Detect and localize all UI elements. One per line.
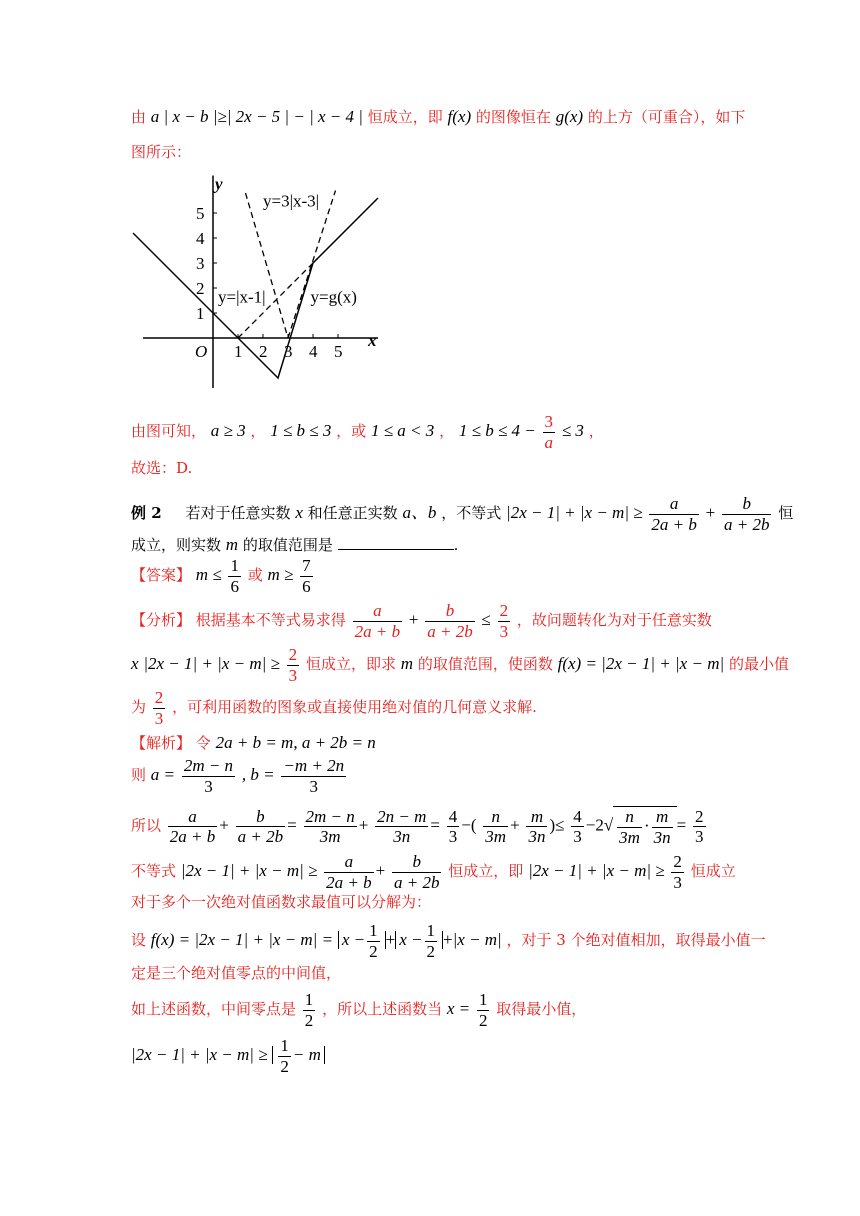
- frac: [617, 807, 642, 847]
- sol-l7: 定是三个绝对值零点的中间值，: [131, 964, 342, 982]
- ex-heng: 恒: [778, 504, 794, 523]
- frac-num: 7: [302, 556, 311, 575]
- fraction-3-over-a: [543, 412, 556, 452]
- frac-den: 6: [230, 576, 239, 596]
- frac-b: [722, 494, 771, 534]
- example2-line-2: [131, 536, 458, 553]
- x-tick-label: 5: [334, 342, 343, 361]
- an-l2-t1: 恒成立，即求: [305, 655, 396, 674]
- sol-l4-expr2: |2x − 1| + |x − m| ≥: [528, 861, 665, 881]
- frac: [477, 990, 490, 1030]
- frac: [392, 852, 441, 892]
- frac-den: 2a + b: [326, 872, 372, 892]
- frac-num: 4: [573, 806, 582, 826]
- function-graph: [128, 175, 388, 395]
- ex-x: x: [295, 503, 303, 523]
- frac-den: 3: [309, 776, 318, 796]
- frac-den: 6: [302, 576, 311, 596]
- sol-two: 2: [595, 815, 604, 835]
- frac: [303, 990, 316, 1030]
- frac-b-value: [281, 756, 346, 796]
- y-tick-label: 2: [196, 279, 205, 298]
- frac-num: −m + 2n: [283, 756, 345, 775]
- y-tick-label: 3: [196, 254, 205, 273]
- intro-suffix: 的上方（可重合），如下: [587, 108, 746, 126]
- frac-den: 3m: [619, 827, 640, 847]
- an-t2: ，故问题转化为对于任意实数: [516, 611, 712, 630]
- frac-num: 1: [304, 990, 314, 1009]
- plus-sign: +: [408, 610, 419, 630]
- frac-den: 3m: [485, 827, 507, 847]
- an-expr: |2x − 1| + |x − m| ≥: [143, 654, 280, 674]
- x-tick-label: 2: [259, 342, 268, 361]
- analysis-label: 【分析】: [131, 611, 192, 630]
- frac-den: 3: [448, 827, 458, 847]
- frac-den: 3: [288, 665, 298, 685]
- frac-num: 1: [478, 990, 488, 1009]
- frac-den: a + 2b: [724, 514, 770, 534]
- ans-m1: m ≤: [195, 565, 222, 585]
- frac-num: b: [392, 852, 441, 873]
- solution-line-7: [131, 966, 341, 981]
- sol-l2-t: 则: [131, 766, 147, 785]
- frac-den: 3n: [528, 827, 546, 847]
- label-3abs: y=3|x-3|: [263, 191, 320, 211]
- frac-den: 2a + b: [354, 621, 401, 641]
- frac-num: b: [722, 494, 771, 515]
- three-abs-left: [246, 193, 289, 338]
- frac-den: a: [544, 432, 554, 452]
- frac: [693, 807, 706, 847]
- intro-line-2-text: 图所示：: [131, 143, 192, 161]
- frac-b: [425, 601, 474, 641]
- ex-text-3: ，不等式: [441, 504, 502, 523]
- solution-line-4: 不等式 |2x − 1| + |x − m| ≥ $\frac{a}{2a + b}$ + $\frac{b}{a + 2b}$ 恒成立，即 |2x − 1| + |x − m| ≥ $\frac{2}{3}$ 恒成立: [131, 852, 736, 892]
- frac: [425, 921, 438, 961]
- ans-m2: m ≥: [267, 565, 294, 585]
- frac-num: 2n − m: [377, 806, 427, 826]
- frac-den: 2: [369, 941, 378, 961]
- choice-line: [131, 461, 192, 476]
- frac-den: 3: [154, 708, 164, 728]
- sep-3: ，: [439, 422, 455, 441]
- frac-a-value: [182, 756, 235, 796]
- frac-den: 2: [304, 1010, 314, 1030]
- sol-l6-t2: ，对于 3 个绝对值相加，取得最小值一: [506, 931, 766, 950]
- example2-line-1: [131, 494, 793, 534]
- frac: [168, 807, 217, 847]
- frac: [483, 807, 508, 847]
- frac-den: 2: [478, 1010, 488, 1030]
- frac-den: 2: [426, 941, 435, 961]
- frac-1-6: [228, 556, 241, 596]
- intro-f: f(x): [447, 107, 472, 126]
- solution-line-8: [131, 990, 586, 1030]
- label-g: y=g(x): [310, 287, 357, 307]
- frac: [367, 921, 380, 961]
- an-x: x: [131, 654, 139, 674]
- frac-num: 2: [499, 601, 509, 620]
- intro-line-1: [131, 108, 745, 125]
- frac-num: 2m − n: [183, 756, 234, 775]
- an-function: f(x) = |2x − 1| + |x − m|: [557, 654, 725, 674]
- x-axis-label: x: [368, 331, 377, 350]
- y-axis-label: y: [215, 175, 223, 194]
- frac: [236, 807, 285, 847]
- intro-mid2: 的图像恒在: [475, 108, 551, 126]
- sol-l8-t1: 如上述函数，中间零点是: [131, 1000, 297, 1019]
- frac-num: a: [353, 601, 402, 622]
- frac-num: a: [649, 494, 698, 515]
- frac: [447, 807, 460, 847]
- frac: [526, 807, 547, 847]
- solution-line-2: [131, 756, 348, 796]
- frac: [278, 1036, 291, 1076]
- frac-den: 2a + b: [651, 514, 697, 534]
- frac-den: 3: [695, 827, 704, 847]
- an-m: m: [400, 654, 414, 674]
- frac: [652, 807, 673, 847]
- x-tick-label: 3: [284, 342, 293, 361]
- intro-g: g(x): [555, 107, 584, 126]
- condition-1: a ≥ 3: [210, 421, 246, 441]
- frac: [571, 807, 584, 847]
- condition-4a: 1 ≤ b ≤ 4 −: [458, 421, 536, 441]
- analysis-line-1: [131, 601, 712, 641]
- frac-num: 1: [280, 1036, 289, 1055]
- frac-den: 3n: [393, 827, 411, 847]
- sol-l9-expr: |2x − 1| + |x − m| ≥: [131, 1045, 268, 1065]
- intro-line-2: [131, 145, 191, 160]
- frac-num: m: [526, 807, 547, 828]
- sol-l1-t: 令: [195, 734, 211, 752]
- sol-l3-t: 所以: [131, 816, 162, 835]
- frac-den: 2a + b: [169, 827, 216, 847]
- sol-l8-x: x =: [446, 999, 471, 1019]
- frac-num: 2: [695, 806, 704, 826]
- frac: [324, 852, 373, 892]
- condition-4b: ≤ 3: [561, 421, 584, 441]
- ans-or: 或: [247, 566, 263, 585]
- solution-line-3: 所以 $\frac{a}{2a + b}$ + $\frac{b}{a + 2b}$ = $\frac{2m - n}{3m}$ + $\frac{2n - m}{3n}$ = $\frac{4}{3}$ −( $\frac{n}{3m}$ + $\frac{m}{3n}$ )≤ $\frac{4}{3}$ −2√ $\frac{n}{3m}$ · $\frac{m}{3n}$ = $\frac{2}{3}$: [131, 806, 704, 847]
- sol-l4-t1: 不等式: [131, 862, 177, 881]
- an-l2-t2: 的取值范围，使函数: [417, 655, 553, 674]
- frac: [671, 852, 684, 892]
- frac-num: 1: [369, 921, 378, 940]
- answer-line: [131, 556, 315, 596]
- frac-den: 3: [204, 776, 213, 796]
- an-l2-t3: 的最小值: [728, 655, 789, 674]
- solution-line-5: [131, 895, 431, 910]
- frac-num: 2: [673, 852, 682, 871]
- frac-num: 2m − n: [305, 806, 355, 826]
- frac-7-6: [300, 556, 313, 596]
- condition-2: 1 ≤ b ≤ 3: [270, 421, 332, 441]
- origin-label: O: [195, 342, 208, 361]
- frac-den: 3: [573, 827, 582, 847]
- ex-period: .: [453, 536, 459, 554]
- frac-num: 2: [154, 688, 164, 707]
- condition-3: 1 ≤ a < 3: [370, 421, 435, 441]
- frac-num: 2: [288, 645, 298, 664]
- frac-num: 1: [426, 921, 435, 940]
- frac-den: 2: [280, 1056, 289, 1076]
- sep-2: ，或: [336, 422, 367, 441]
- sol-l6-t1: 设: [131, 931, 147, 950]
- frac-num: 4: [448, 806, 458, 826]
- ex-text-1: 若对于任意实数: [185, 504, 291, 523]
- answer-blank: [338, 537, 454, 550]
- le-sign: ≤: [481, 610, 491, 630]
- frac-2-3: [287, 645, 300, 685]
- end-comma: ，: [588, 422, 604, 441]
- sep-1: ，: [250, 422, 266, 441]
- label-abs1: y=|x-1|: [218, 287, 266, 307]
- an-l3-t2: ，可利用函数的图象或直接使用绝对值的几何意义求解.: [172, 698, 537, 717]
- ex-inequality: |2x − 1| + |x − m| ≥: [506, 503, 643, 523]
- frac-num: n: [483, 807, 508, 828]
- sol-l8-t3: 取得最小值，: [496, 1000, 587, 1019]
- frac-num: n: [617, 807, 642, 828]
- x-tick-label: 4: [309, 342, 318, 361]
- ex-text-2: 和任意正实数: [307, 504, 398, 523]
- frac-num: b: [236, 807, 285, 828]
- sol-l4-t3: 恒成立: [690, 862, 736, 881]
- y-tick-label: 5: [196, 204, 205, 223]
- from-graph-line: [131, 412, 604, 452]
- solution-line-6: 设 f(x) = |2x − 1| + |x − m| = x − $\frac{1}{2}$ + x − $\frac{1}{2}$ +|x − m| ，对于 3 个绝对值相加，取得最小值一: [131, 921, 766, 961]
- frac-a: [353, 601, 402, 641]
- frac-den: 3: [673, 872, 682, 892]
- plus-sign: +: [705, 503, 716, 523]
- an-l3-t1: 为: [131, 698, 147, 717]
- frac: [375, 807, 428, 847]
- frac-den: 3: [499, 621, 509, 641]
- frac-den: a + 2b: [237, 827, 284, 847]
- sol-l4-t2: 恒成立，即: [448, 862, 524, 881]
- solution-label: 【解析】: [131, 734, 192, 752]
- frac-den: 3n: [653, 827, 671, 847]
- intro-prefix: 由: [131, 108, 147, 126]
- sol-l8-t2: ，所以上述函数当: [322, 1000, 443, 1019]
- y-tick-label: 4: [196, 229, 205, 248]
- frac-den: 3m: [319, 827, 341, 847]
- frac-2-3: [153, 688, 166, 728]
- sol-l4-expr: |2x − 1| + |x − m| ≥: [180, 861, 318, 881]
- frac-2-3: [498, 601, 511, 641]
- choice-text: 故选：D.: [131, 459, 193, 477]
- frac-num: 1: [230, 556, 239, 575]
- frac-num: 3: [544, 412, 554, 431]
- sol-l2-b: , b =: [241, 765, 275, 785]
- sol-l5: 对于多个一次绝对值函数求最值可以分解为：: [131, 893, 432, 911]
- abs-x-minus-1-left: [133, 233, 238, 338]
- frac-num: a: [324, 852, 373, 873]
- ex-m: m: [225, 535, 239, 554]
- analysis-line-2: [131, 645, 789, 685]
- frac-num: a: [168, 807, 217, 828]
- frac-num: m: [652, 807, 673, 828]
- intro-mid: 恒成立，即: [367, 108, 443, 126]
- from-graph-prefix: 由图可知，: [131, 422, 207, 441]
- frac-num: b: [425, 601, 474, 622]
- sol-l1-expr: 2a + b = m, a + 2b = n: [215, 733, 376, 752]
- sqrt: $\frac{n}{3m}$ · $\frac{m}{3n}$: [613, 806, 676, 847]
- ex-line2a: 成立，则实数: [131, 536, 222, 554]
- frac-den: a + 2b: [394, 872, 440, 892]
- frac-den: a + 2b: [427, 621, 473, 641]
- intro-expression: a | x − b |≥| 2x − 5 | − | x − 4 |: [150, 107, 363, 126]
- frac: [304, 807, 357, 847]
- sol-l2-a: a =: [150, 765, 176, 785]
- answer-label: 【答案】: [131, 566, 192, 585]
- ex-line2b: 的取值范围是: [242, 536, 333, 554]
- solution-line-9: [131, 1036, 325, 1076]
- example-label: 例 2: [131, 504, 162, 523]
- an-t1: 根据基本不等式易求得: [195, 611, 346, 630]
- x-tick-label: 1: [234, 342, 243, 361]
- frac-a: [649, 494, 698, 534]
- solution-line-1: [131, 734, 376, 751]
- ex-ab: a、b: [402, 503, 437, 523]
- analysis-line-3: [131, 688, 537, 728]
- y-tick-label: 1: [196, 304, 205, 323]
- sol-l6-expr: f(x) = |2x − 1| + |x − m| =: [150, 930, 334, 950]
- sol-l9-m: − m: [292, 1045, 321, 1065]
